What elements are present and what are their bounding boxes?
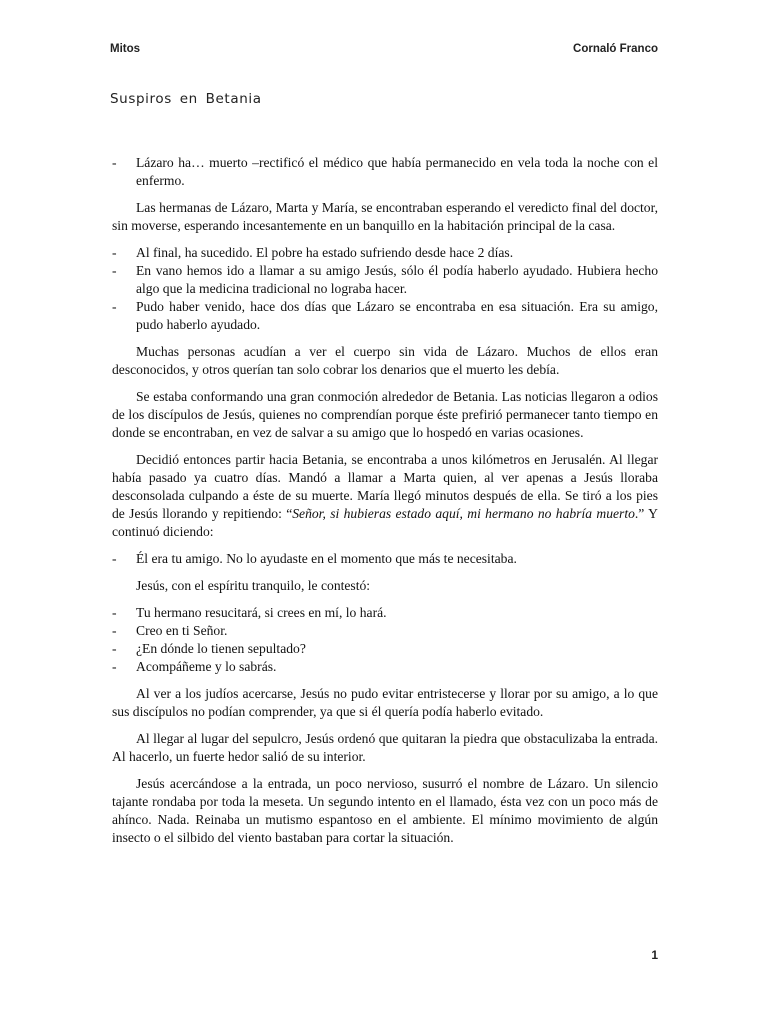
dash-marker: - — [112, 659, 117, 674]
running-header-right: Cornaló Franco — [573, 43, 658, 55]
dialogue-line — [112, 604, 658, 622]
dash-marker: - — [112, 245, 117, 260]
dialogue-text: Acompáñeme y lo sabrás. — [136, 659, 277, 674]
italic-quote: Señor, si hubieras estado aquí, mi hermano no habría muerto — [292, 506, 635, 521]
dialogue-text: Él era tu amigo. No lo ayudaste en el momento que más te necesitaba. — [136, 551, 517, 566]
paragraph: Muchas personas acudían a ver el cuerpo sin vida de Lázaro. Muchos de ellos eran desconocidos, y otros querían tan solo cobrar los denarios que el muerto les debía. — [112, 344, 658, 377]
dialogue-text: Al final, ha sucedido. El pobre ha estado sufriendo desde hace 2 días. — [136, 245, 514, 260]
dialogue-text: Tu hermano resucitará, si crees en mí, lo hará. — [136, 605, 387, 620]
paragraph-text: Decidió entonces partir hacia Betania, se encontraba a unos kilómetros en Jerusalén. Al llegar había pasado ya cuatro días. Mandó a llamar a Marta quien, al ver apenas a Jesús lloraba desconsolada culpando a éste de su muerte. María llegó minutos después de ella. Se tiró a los pies de Jesús llorando y repitiendo: “ — [112, 452, 658, 521]
paragraph: Jesús acercándose a la entrada, un poco nervioso, susurró el nombre de Lázaro. Un silencio tajante rondaba por toda la meseta. Un segundo intento en el llamado, ésta vez con un poco más de ahínco. Nada. Reinaba un mutismo espantoso en el ambiente. El mínimo movimiento de algún insecto o el silbido del viento bastaban para cortar la situación. — [112, 776, 658, 845]
paragraph: Las hermanas de Lázaro, Marta y María, se encontraban esperando el veredicto final del doctor, sin moverse, esperando incesantemente en un banquillo en la habitación principal de la casa. — [112, 200, 658, 233]
dialogue-line — [112, 298, 658, 334]
story-body — [112, 154, 658, 856]
dash-marker: - — [112, 551, 117, 566]
dash-marker: - — [112, 641, 117, 656]
dialogue-text: En vano hemos ido a llamar a su amigo Jesús, sólo él podía haberlo ayudado. Hubiera hecho algo que la medicina tradicional no lograba hacer. — [136, 263, 658, 296]
dialogue-line — [112, 154, 658, 190]
running-header-left: Mitos — [110, 43, 141, 55]
dialogue-text: ¿En dónde lo tienen sepultado? — [136, 641, 306, 656]
dialogue-line — [112, 640, 658, 658]
dialogue-list — [112, 604, 658, 676]
paragraph: Jesús, con el espíritu tranquilo, le contestó: — [136, 578, 371, 593]
dialogue-line — [112, 262, 658, 298]
dash-marker: - — [112, 623, 117, 638]
dash-marker: - — [112, 299, 117, 314]
dialogue-text: Lázaro ha… muerto –rectificó el médico que había permanecido en vela toda la noche con el enfermo. — [136, 155, 658, 188]
paragraph: Se estaba conformando una gran conmoción alrededor de Betania. Las noticias llegaron a odios de los discípulos de Jesús, quienes no comprendían porque éste prefirió permanecer tanto tiempo en donde se encontraban, en vez de salvar a su amigo que lo hospedó en varias ocasiones. — [112, 389, 658, 440]
dialogue-list — [112, 550, 658, 568]
dash-marker: - — [112, 605, 117, 620]
dialogue-list — [112, 244, 658, 334]
dash-marker: - — [112, 263, 117, 278]
dialogue-text: Creo en ti Señor. — [136, 623, 228, 638]
dash-marker: - — [112, 155, 117, 170]
paragraph: Al llegar al lugar del sepulcro, Jesús ordenó que quitaran la piedra que obstaculizaba la entrada. Al hacerlo, un fuerte hedor salió de su interior. — [112, 731, 658, 764]
page-number: 1 — [651, 948, 658, 962]
dialogue-line — [112, 550, 658, 568]
paragraph — [112, 451, 658, 541]
dialogue-text: Pudo haber venido, hace dos días que Lázaro se encontraba en esa situación. Era su amigo, pudo haberlo ayudado. — [136, 299, 658, 332]
story-title: Suspiros en Betania — [110, 91, 262, 107]
paragraph-text: .” Y continuó diciendo: — [112, 506, 658, 539]
dialogue-list — [112, 154, 658, 190]
dialogue-line — [112, 244, 658, 262]
paragraph: Al ver a los judíos acercarse, Jesús no pudo evitar entristecerse y llorar por su amigo, a lo que sus discípulos no podían comprender, ya que si él quería podía haberlo evitado. — [112, 686, 658, 719]
dialogue-line — [112, 622, 658, 640]
dialogue-line — [112, 658, 658, 676]
